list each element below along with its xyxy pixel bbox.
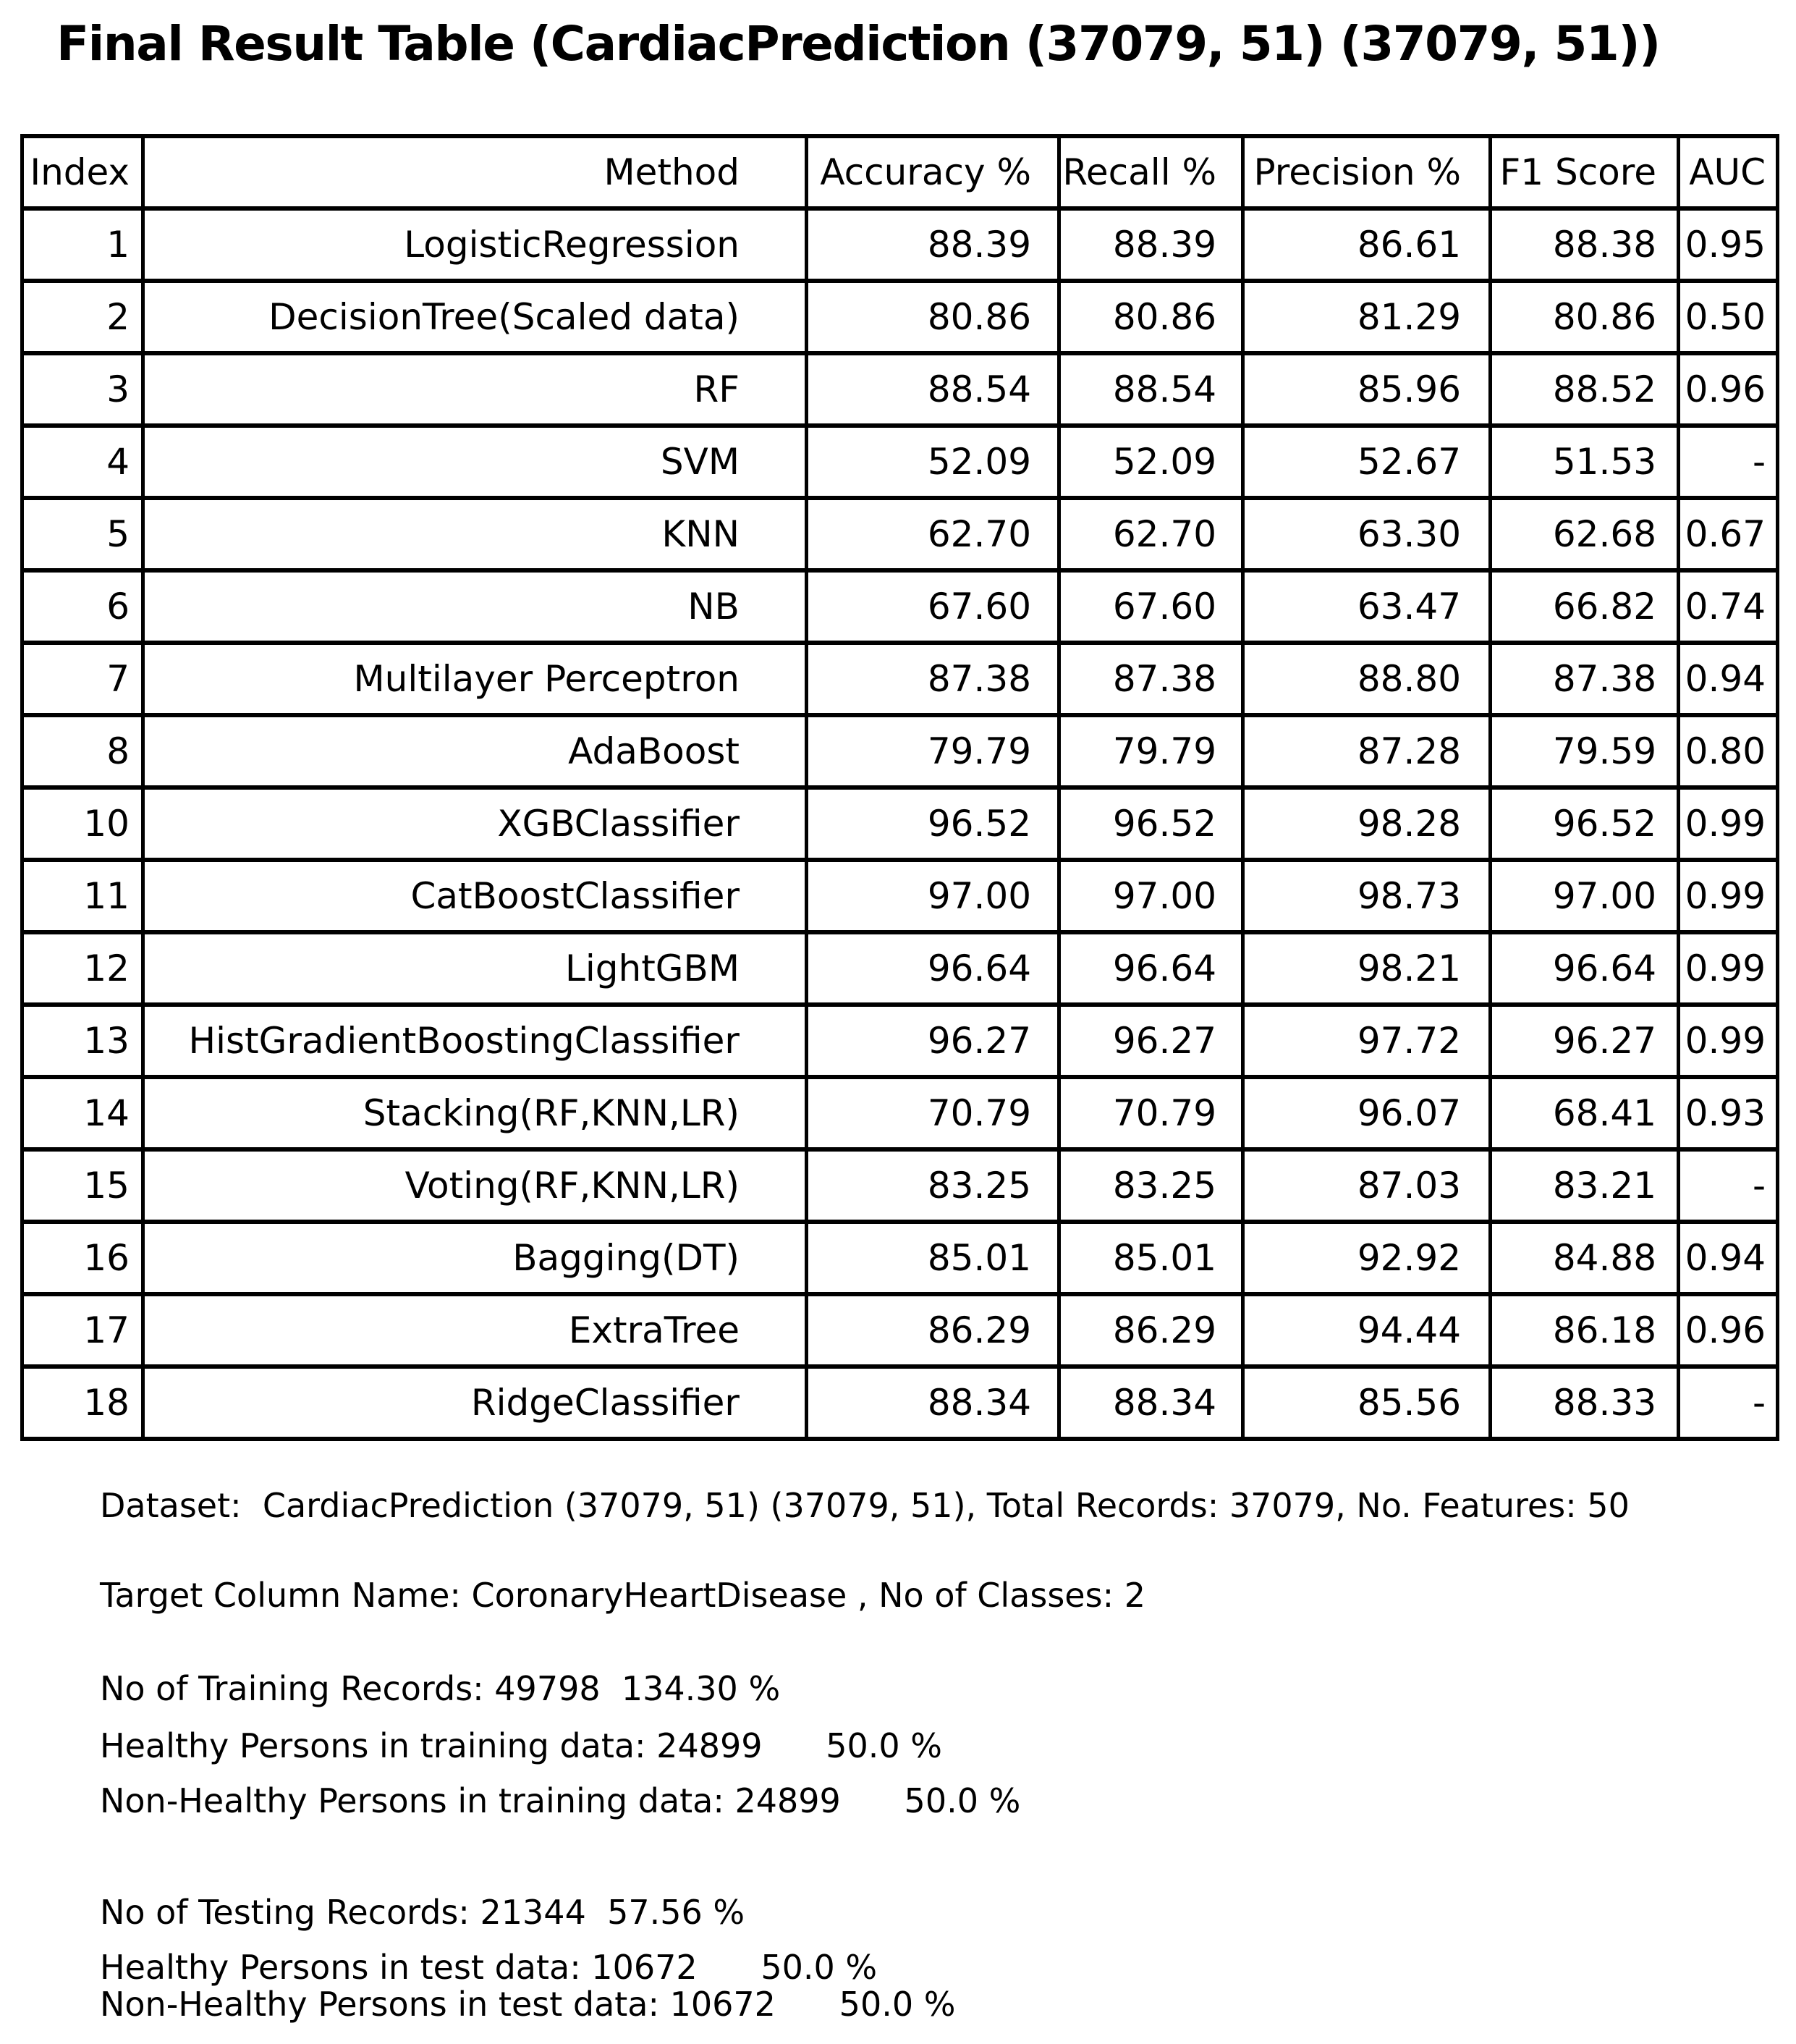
testing-nonhealthy-line: Non-Healthy Persons in test data: 10672 50.0 %: [100, 1985, 956, 2024]
cell-f1: 96.52: [1491, 787, 1679, 860]
cell-method: DecisionTree(Scaled data): [143, 281, 807, 353]
table-row: [22, 570, 1778, 643]
cell-accuracy: 83.25: [807, 1149, 1059, 1222]
cell-index: 1: [22, 208, 143, 281]
cell-index: 10: [22, 787, 143, 860]
cell-method: HistGradientBoostingClassifier: [143, 1005, 807, 1077]
cell-f1: 88.33: [1491, 1367, 1679, 1439]
table-row: [22, 1077, 1778, 1149]
cell-precision: 86.61: [1243, 208, 1491, 281]
cell-precision: 52.67: [1243, 426, 1491, 498]
table-row: [22, 715, 1778, 787]
cell-auc: -: [1679, 426, 1778, 498]
cell-auc: -: [1679, 1149, 1778, 1222]
cell-f1: 66.82: [1491, 570, 1679, 643]
cell-f1: 79.59: [1491, 715, 1679, 787]
cell-index: 14: [22, 1077, 143, 1149]
cell-accuracy: 97.00: [807, 860, 1059, 932]
cell-method: SVM: [143, 426, 807, 498]
cell-f1: 97.00: [1491, 860, 1679, 932]
cell-recall: 70.79: [1059, 1077, 1243, 1149]
cell-precision: 94.44: [1243, 1294, 1491, 1367]
cell-recall: 86.29: [1059, 1294, 1243, 1367]
dataset-summary-line: Dataset: CardiacPrediction (37079, 51) (37079, 51), Total Records: 37079, No. Features: 50: [100, 1486, 1630, 1525]
cell-auc: 0.99: [1679, 1005, 1778, 1077]
cell-method: KNN: [143, 498, 807, 570]
cell-index: 2: [22, 281, 143, 353]
table-row: [22, 932, 1778, 1005]
cell-recall: 96.64: [1059, 932, 1243, 1005]
cell-method: AdaBoost: [143, 715, 807, 787]
cell-recall: 96.52: [1059, 787, 1243, 860]
cell-precision: 98.73: [1243, 860, 1491, 932]
cell-index: 18: [22, 1367, 143, 1439]
cell-precision: 87.28: [1243, 715, 1491, 787]
table-row: [22, 1222, 1778, 1294]
table-row: [22, 426, 1778, 498]
cell-precision: 97.72: [1243, 1005, 1491, 1077]
cell-accuracy: 79.79: [807, 715, 1059, 787]
cell-recall: 87.38: [1059, 643, 1243, 715]
cell-recall: 83.25: [1059, 1149, 1243, 1222]
cell-auc: 0.94: [1679, 1222, 1778, 1294]
cell-auc: 0.99: [1679, 860, 1778, 932]
cell-recall: 88.54: [1059, 353, 1243, 426]
table-row: [22, 643, 1778, 715]
cell-recall: 67.60: [1059, 570, 1243, 643]
training-healthy-line: Healthy Persons in training data: 24899 50.0 %: [100, 1726, 942, 1765]
cell-precision: 92.92: [1243, 1222, 1491, 1294]
cell-method: Multilayer Perceptron: [143, 643, 807, 715]
cell-auc: 0.94: [1679, 643, 1778, 715]
table-row: [22, 1005, 1778, 1077]
cell-auc: 0.50: [1679, 281, 1778, 353]
table-header-row: [22, 136, 1778, 208]
cell-method: NB: [143, 570, 807, 643]
cell-accuracy: 52.09: [807, 426, 1059, 498]
cell-method: Voting(RF,KNN,LR): [143, 1149, 807, 1222]
table-row: [22, 498, 1778, 570]
cell-precision: 98.28: [1243, 787, 1491, 860]
table-row: [22, 787, 1778, 860]
col-header-accuracy: Accuracy %: [807, 136, 1059, 208]
table-row: [22, 1294, 1778, 1367]
cell-accuracy: 96.52: [807, 787, 1059, 860]
cell-precision: 63.30: [1243, 498, 1491, 570]
cell-accuracy: 88.39: [807, 208, 1059, 281]
cell-auc: 0.80: [1679, 715, 1778, 787]
training-records-line: No of Training Records: 49798 134.30 %: [100, 1669, 781, 1708]
cell-f1: 87.38: [1491, 643, 1679, 715]
cell-index: 3: [22, 353, 143, 426]
page-title: Final Result Table (CardiacPrediction (37079, 51) (37079, 51)): [56, 16, 1660, 72]
cell-method: Bagging(DT): [143, 1222, 807, 1294]
cell-index: 5: [22, 498, 143, 570]
cell-precision: 87.03: [1243, 1149, 1491, 1222]
cell-f1: 68.41: [1491, 1077, 1679, 1149]
cell-precision: 96.07: [1243, 1077, 1491, 1149]
table-body: [22, 208, 1778, 1439]
col-header-index: Index: [22, 136, 143, 208]
cell-f1: 84.88: [1491, 1222, 1679, 1294]
cell-f1: 96.27: [1491, 1005, 1679, 1077]
cell-recall: 88.39: [1059, 208, 1243, 281]
cell-auc: 0.95: [1679, 208, 1778, 281]
cell-recall: 52.09: [1059, 426, 1243, 498]
cell-recall: 97.00: [1059, 860, 1243, 932]
cell-f1: 80.86: [1491, 281, 1679, 353]
cell-index: 15: [22, 1149, 143, 1222]
cell-f1: 62.68: [1491, 498, 1679, 570]
cell-auc: 0.99: [1679, 932, 1778, 1005]
cell-recall: 96.27: [1059, 1005, 1243, 1077]
cell-auc: 0.99: [1679, 787, 1778, 860]
cell-precision: 85.56: [1243, 1367, 1491, 1439]
cell-method: ExtraTree: [143, 1294, 807, 1367]
testing-records-line: No of Testing Records: 21344 57.56 %: [100, 1893, 745, 1932]
cell-auc: 0.93: [1679, 1077, 1778, 1149]
col-header-recall: Recall %: [1059, 136, 1243, 208]
cell-auc: 0.96: [1679, 353, 1778, 426]
cell-method: LightGBM: [143, 932, 807, 1005]
cell-f1: 83.21: [1491, 1149, 1679, 1222]
table-row: [22, 353, 1778, 426]
cell-recall: 88.34: [1059, 1367, 1243, 1439]
col-header-method: Method: [143, 136, 807, 208]
cell-recall: 62.70: [1059, 498, 1243, 570]
cell-method: LogisticRegression: [143, 208, 807, 281]
cell-accuracy: 62.70: [807, 498, 1059, 570]
results-table: [20, 134, 1779, 1441]
testing-healthy-line: Healthy Persons in test data: 10672 50.0 %: [100, 1948, 878, 1987]
cell-index: 16: [22, 1222, 143, 1294]
cell-index: 4: [22, 426, 143, 498]
cell-auc: 0.67: [1679, 498, 1778, 570]
cell-recall: 79.79: [1059, 715, 1243, 787]
table-row: [22, 1149, 1778, 1222]
cell-precision: 63.47: [1243, 570, 1491, 643]
col-header-f1: F1 Score: [1491, 136, 1679, 208]
cell-index: 11: [22, 860, 143, 932]
cell-index: 17: [22, 1294, 143, 1367]
cell-accuracy: 96.27: [807, 1005, 1059, 1077]
cell-index: 6: [22, 570, 143, 643]
cell-accuracy: 88.34: [807, 1367, 1059, 1439]
cell-f1: 88.38: [1491, 208, 1679, 281]
cell-precision: 85.96: [1243, 353, 1491, 426]
cell-method: RidgeClassifier: [143, 1367, 807, 1439]
table-row: [22, 281, 1778, 353]
cell-method: CatBoostClassifier: [143, 860, 807, 932]
table-row: [22, 860, 1778, 932]
cell-f1: 86.18: [1491, 1294, 1679, 1367]
cell-index: 7: [22, 643, 143, 715]
cell-recall: 80.86: [1059, 281, 1243, 353]
table-row: [22, 208, 1778, 281]
col-header-auc: AUC: [1679, 136, 1778, 208]
cell-f1: 51.53: [1491, 426, 1679, 498]
cell-f1: 96.64: [1491, 932, 1679, 1005]
cell-method: XGBClassifier: [143, 787, 807, 860]
cell-auc: 0.96: [1679, 1294, 1778, 1367]
cell-recall: 85.01: [1059, 1222, 1243, 1294]
col-header-precision: Precision %: [1243, 136, 1491, 208]
cell-accuracy: 70.79: [807, 1077, 1059, 1149]
cell-accuracy: 67.60: [807, 570, 1059, 643]
table-row: [22, 1367, 1778, 1439]
cell-precision: 88.80: [1243, 643, 1491, 715]
cell-f1: 88.52: [1491, 353, 1679, 426]
target-column-line: Target Column Name: CoronaryHeartDisease , No of Classes: 2: [100, 1576, 1145, 1615]
cell-accuracy: 88.54: [807, 353, 1059, 426]
cell-accuracy: 80.86: [807, 281, 1059, 353]
cell-precision: 81.29: [1243, 281, 1491, 353]
cell-accuracy: 87.38: [807, 643, 1059, 715]
cell-auc: 0.74: [1679, 570, 1778, 643]
cell-auc: -: [1679, 1367, 1778, 1439]
cell-accuracy: 96.64: [807, 932, 1059, 1005]
cell-index: 13: [22, 1005, 143, 1077]
cell-index: 12: [22, 932, 143, 1005]
cell-precision: 98.21: [1243, 932, 1491, 1005]
cell-method: RF: [143, 353, 807, 426]
cell-accuracy: 85.01: [807, 1222, 1059, 1294]
cell-method: Stacking(RF,KNN,LR): [143, 1077, 807, 1149]
cell-index: 8: [22, 715, 143, 787]
cell-accuracy: 86.29: [807, 1294, 1059, 1367]
training-nonhealthy-line: Non-Healthy Persons in training data: 24899 50.0 %: [100, 1781, 1021, 1820]
